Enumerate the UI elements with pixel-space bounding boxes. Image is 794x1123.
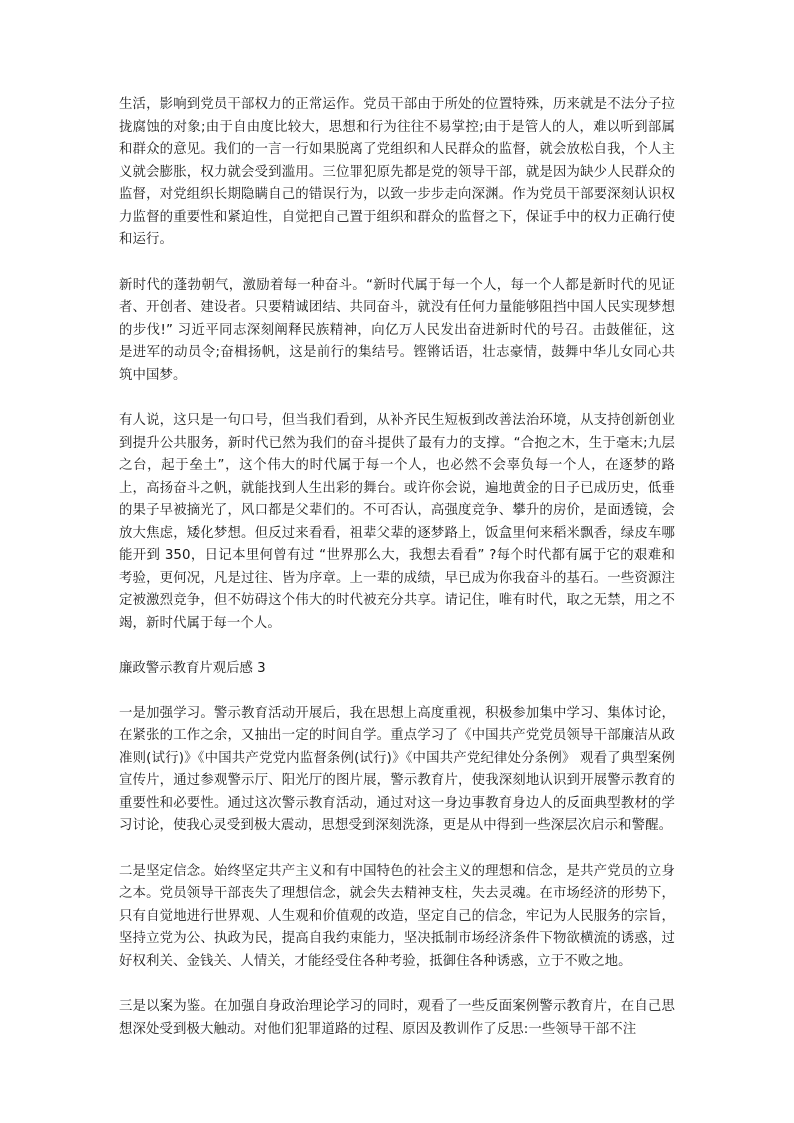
paragraph-5: 二是坚定信念。始终坚定共产主义和有中国特色的社会主义的理想和信念，是共产党员的立身之本。党员领导干部丧失了理想信念，就会失去精神支柱，失去灵魂。在市场经济的形势下，只有自觉地进行世界观、人生观和价值观的改造，坚定自己的信念，牢记为人民服务的宗旨，坚持立党为公、执政为民，提高自我约束能力，坚决抵制市场经济条件下物欲横流的诱惑，过好权利关、金钱关、人情关，才能经受住各种考验，抵御住各种诱惑，立于不败之地。 bbox=[119, 863, 675, 969]
paragraph-2: 新时代的蓬勃朝气，激励着每一种奋斗。“新时代属于每一个人，每一个人都是新时代的见证者、开创者、建设者。只要精诚团结、共同奋斗，就没有任何力量能够阻挡中国人民实现梦想的步伐!” 习近平同志深刻阐释民族精神，向亿万人民发出奋进新时代的号召。击鼓催征，这是进军的动员令;奋楫扬帆，这是前行的集结号。铿锵话语，壮志豪情，鼓舞中华儿女同心共筑中国梦。 bbox=[119, 277, 675, 383]
document-page bbox=[119, 94, 675, 1064]
paragraph-3: 有人说，这只是一句口号，但当我们看到，从补齐民生短板到改善法治环境，从支持创新创业到提升公共服务，新时代已然为我们的奋斗提供了最有力的支撑。“合抱之木，生于毫末;九层之台，起于垒土”，这个伟大的时代属于每一个人，也必然不会辜负每一个人，在逐梦的路上，高扬奋斗之帆，就能找到人生出彩的舞台。或许你会说，遍地黄金的日子已成历史，低垂的果子早被摘光了，风口都是父辈们的。不可否认，高强度竞争、攀升的房价，是面透镜，会放大焦虑，矮化梦想。但反过来看看，祖辈父辈的逐梦路上，饭盒里何来稻米飘香，绿皮车哪能开到 350，日记本里何曾有过 “世界那么大，我想去看看” ?每个时代都有属于它的艰难和考验，更何况，凡是过往、皆为序章。上一辈的成绩，早已成为你我奋斗的基石。一些资源注定被激烈竞争，但不妨碍这个伟大的时代被充分共享。请记住，唯有时代，取之无禁，用之不竭，新时代属于每一个人。 bbox=[119, 413, 675, 631]
section-heading: 廉政警示教育片观后感 3 bbox=[119, 661, 266, 676]
paragraph-4: 一是加强学习。警示教育活动开展后，我在思想上高度重视，积极参加集中学习、集体讨论，在紧张的工作之余，又抽出一定的时间自学。重点学习了《中国共产党党员领导干部廉洁从政准则(试行)》《中国共产党党内监督条例(试行)》《中国共产党纪律处分条例》 观看了典型案例宣传片，通过参观警示厅、阳光厅的图片展，警示教育片，使我深刻地认识到开展警示教育的重要性和必要性。通过这次警示教育活动，通过对这一身边事教育身边人的反面典型教材的学习讨论，使我心灵受到极大震动，思想受到深刻洗涤，更是从中得到一些深层次启示和警醒。 bbox=[119, 705, 675, 833]
paragraph-1: 生活，影响到党员干部权力的正常运作。党员干部由于所处的位置特殊，历来就是不法分子拉拢腐蚀的对象;由于自由度比较大，思想和行为往往不易掌控;由于是管人的人，难以听到部属和群众的意见。我们的一言一行如果脱离了党组织和人民群众的监督，就会放松自我，个人主义就会膨胀，权力就会受到滥用。三位罪犯原先都是党的领导干部，就是因为缺少人民群众的监督，对党组织长期隐瞒自己的错误行为，以致一步步走向深渊。作为党员干部要深刻认识权力监督的重要性和紧迫性，自觉把自己置于组织和群众的监督之下，保证手中的权力正确行使和运行。 bbox=[119, 97, 675, 247]
paragraph-6: 三是以案为鉴。在加强自身政治理论学习的同时，观看了一些反面案例警示教育片，在自己思想深处受到极大触动。对他们犯罪道路的过程、原因及教训作了反思:一些领导干部不注 bbox=[119, 999, 675, 1037]
